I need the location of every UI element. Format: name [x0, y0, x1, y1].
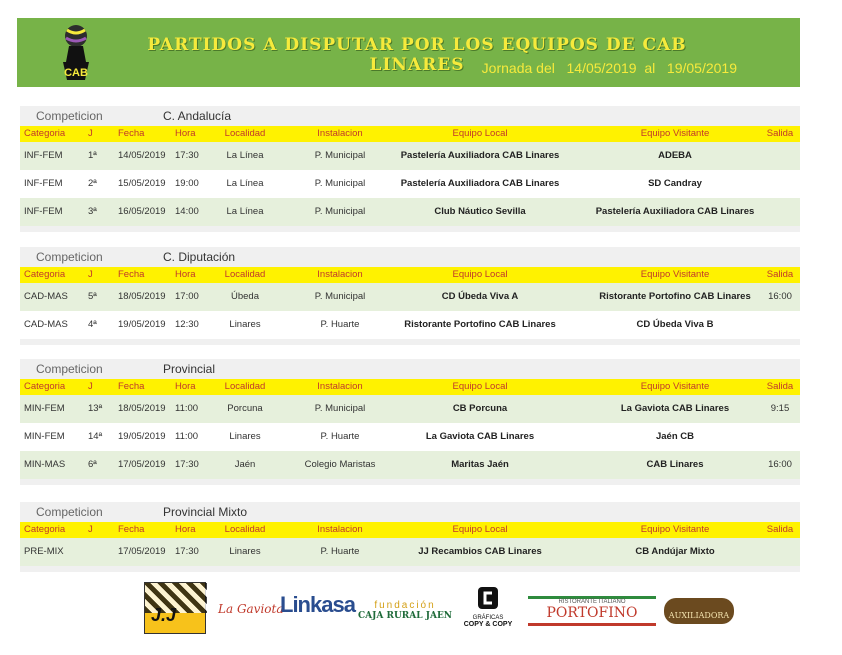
column-header-localidad: Localidad — [224, 381, 266, 392]
cell-j: 1ª — [88, 150, 97, 161]
cell-localidad: La Línea — [226, 150, 264, 161]
cell-hora: 12:30 — [175, 319, 199, 330]
table-header-row — [20, 379, 800, 395]
column-header-categoria: Categoria — [24, 524, 66, 535]
cell-local: Club Náutico Sevilla — [434, 206, 526, 217]
page-title: PARTIDOS A DISPUTAR POR LOS EQUIPOS DE CAB LINARES — [147, 35, 687, 75]
cell-hora: 11:00 — [175, 431, 199, 442]
cell-local: La Gaviota CAB Linares — [425, 431, 535, 442]
column-header-fecha: Fecha — [118, 524, 145, 535]
column-header-equipo-visitante: Equipo Visitante — [640, 381, 710, 392]
cell-j: 14ª — [88, 431, 103, 442]
table-row — [20, 198, 800, 226]
column-header-equipo-visitante: Equipo Visitante — [640, 269, 710, 280]
competition-section — [20, 502, 800, 572]
cell-localidad: Linares — [229, 546, 261, 557]
cell-localidad: La Línea — [226, 206, 264, 217]
column-header-j: J — [88, 524, 93, 535]
competition-title-row — [20, 106, 800, 126]
cell-salida: 16:00 — [768, 459, 792, 470]
column-header-j: J — [88, 381, 93, 392]
column-header-fecha: Fecha — [118, 128, 145, 139]
cell-localidad: Porcuna — [227, 403, 263, 414]
column-header-categoria: Categoria — [24, 381, 66, 392]
cell-instalacion: P. Municipal — [314, 150, 366, 161]
cell-local: CD Úbeda Viva A — [441, 291, 519, 302]
graficas-text: GRÁFICAS — [472, 615, 504, 621]
cell-hora: 17:30 — [175, 546, 199, 557]
cell-local: CB Porcuna — [452, 403, 508, 414]
column-header-fecha: Fecha — [118, 381, 145, 392]
table-header-row — [20, 522, 800, 538]
cell-j: 5ª — [88, 291, 97, 302]
cell-instalacion: P. Huarte — [320, 319, 360, 330]
column-header-equipo-visitante: Equipo Visitante — [640, 128, 710, 139]
cell-fecha: 18/05/2019 — [118, 403, 166, 414]
cell-instalacion: P. Huarte — [320, 546, 360, 557]
cell-j: 4ª — [88, 319, 97, 330]
cell-localidad: Linares — [229, 319, 261, 330]
column-header-equipo-local: Equipo Local — [452, 269, 508, 280]
column-header-equipo-visitante: Equipo Visitante — [640, 524, 710, 535]
table-row — [20, 142, 800, 170]
table-header-row — [20, 267, 800, 283]
cell-salida: 9:15 — [770, 403, 790, 414]
cell-j: 6ª — [88, 459, 97, 470]
competition-section — [20, 359, 800, 485]
linkasa-logo: Linkasa — [280, 592, 355, 617]
cell-categoria: INF-FEM — [24, 150, 63, 161]
auxiliadora-text: AUXILIADORA — [668, 611, 730, 620]
cell-instalacion: P. Municipal — [314, 291, 366, 302]
table-row — [20, 283, 800, 311]
column-header-j: J — [88, 128, 93, 139]
column-header-localidad: Localidad — [224, 269, 266, 280]
fundacion-text: fundación — [374, 600, 436, 611]
sponsors-bar — [140, 578, 740, 638]
copy-copy-text: COPY & COPY — [463, 621, 513, 628]
table-row — [20, 451, 800, 479]
column-header-hora: Hora — [175, 128, 196, 139]
column-header-localidad: Localidad — [224, 128, 266, 139]
cell-fecha: 17/05/2019 — [118, 459, 166, 470]
cell-visitante: ADEBA — [658, 150, 692, 161]
column-header-j: J — [88, 269, 93, 280]
competition-name: Provincial Mixto — [163, 505, 248, 519]
table-row — [20, 170, 800, 198]
auxiliadora-logo — [664, 598, 734, 624]
competition-name: C. Andalucía — [163, 109, 232, 123]
column-header-salida: Salida — [766, 128, 794, 139]
column-header-equipo-local: Equipo Local — [452, 128, 508, 139]
competition-label: Competicion — [36, 250, 103, 264]
competition-section — [20, 247, 800, 345]
section-spacer — [20, 479, 800, 485]
cell-fecha: 19/05/2019 — [118, 319, 166, 330]
cell-salida: 16:00 — [768, 291, 792, 302]
competition-label: Competicion — [36, 109, 103, 123]
svg-text:CAB: CAB — [64, 67, 88, 79]
cell-visitante: La Gaviota CAB Linares — [620, 403, 730, 414]
cell-hora: 17:30 — [175, 150, 199, 161]
column-header-salida: Salida — [766, 269, 794, 280]
table-header-row — [20, 126, 800, 142]
jj-recambios-logo — [144, 582, 206, 634]
cell-instalacion: P. Municipal — [314, 206, 366, 217]
column-header-instalacion: Instalacion — [317, 269, 363, 280]
competition-section — [20, 106, 800, 232]
header-banner — [17, 18, 800, 87]
cell-hora: 14:00 — [175, 206, 199, 217]
competition-name: C. Diputación — [163, 250, 236, 264]
column-header-instalacion: Instalacion — [317, 128, 363, 139]
cell-fecha: 16/05/2019 — [118, 206, 166, 217]
ristorante-text: RISTORANTE ITALIANO — [558, 599, 626, 605]
copy-copy-icon — [477, 586, 499, 610]
fundacion-caja-rural-logo — [350, 600, 460, 621]
cell-local: Ristorante Portofino CAB Linares — [404, 319, 556, 330]
cell-fecha: 15/05/2019 — [118, 178, 166, 189]
competition-name: Provincial — [163, 362, 216, 376]
jj-logo-text: J.J — [151, 605, 177, 625]
column-header-localidad: Localidad — [224, 524, 266, 535]
competition-label: Competicion — [36, 505, 103, 519]
cell-categoria: CAD-MAS — [24, 319, 68, 330]
column-header-salida: Salida — [766, 524, 794, 535]
column-header-instalacion: Instalacion — [317, 524, 363, 535]
cell-localidad: Jaén — [234, 459, 256, 470]
section-spacer — [20, 566, 800, 572]
cell-fecha: 19/05/2019 — [118, 431, 166, 442]
cell-hora: 17:00 — [175, 291, 199, 302]
portofino-logo — [528, 596, 656, 626]
cell-visitante: Pastelería Auxiliadora CAB Linares — [595, 206, 755, 217]
cell-categoria: PRE-MIX — [24, 546, 64, 557]
portofino-text: PORTOFINO — [546, 605, 638, 621]
cell-localidad: La Línea — [226, 178, 264, 189]
column-header-fecha: Fecha — [118, 269, 145, 280]
cell-categoria: CAD-MAS — [24, 291, 68, 302]
column-header-categoria: Categoria — [24, 128, 66, 139]
cell-local: JJ Recambios CAB Linares — [418, 546, 542, 557]
table-row — [20, 311, 800, 339]
table-row — [20, 423, 800, 451]
column-header-hora: Hora — [175, 381, 196, 392]
column-header-equipo-local: Equipo Local — [452, 524, 508, 535]
section-spacer — [20, 226, 800, 232]
column-header-categoria: Categoria — [24, 269, 66, 280]
copy-copy-logo — [456, 586, 520, 628]
cell-j: 13ª — [88, 403, 103, 414]
cell-visitante: Jaén CB — [655, 431, 694, 442]
cell-instalacion: P. Municipal — [314, 178, 366, 189]
competition-title-row — [20, 359, 800, 379]
competition-title-row — [20, 502, 800, 522]
section-spacer — [20, 339, 800, 345]
cell-categoria: MIN-MAS — [24, 459, 66, 470]
cell-instalacion: P. Huarte — [320, 431, 360, 442]
cell-instalacion: P. Municipal — [314, 403, 366, 414]
column-header-salida: Salida — [766, 381, 794, 392]
jornada-dates: Jornada del 14/05/2019 al 19/05/2019 — [481, 60, 737, 76]
cell-fecha: 14/05/2019 — [118, 150, 166, 161]
cell-fecha: 17/05/2019 — [118, 546, 166, 557]
cell-local: Pastelería Auxiliadora CAB Linares — [400, 150, 560, 161]
cell-local: Pastelería Auxiliadora CAB Linares — [400, 178, 560, 189]
cell-hora: 11:00 — [175, 403, 199, 414]
cell-categoria: MIN-FEM — [24, 403, 65, 414]
cell-visitante: SD Candray — [648, 178, 702, 189]
cell-instalacion: Colegio Maristas — [304, 459, 376, 470]
competition-label: Competicion — [36, 362, 103, 376]
cell-visitante: CB Andújar Mixto — [635, 546, 715, 557]
cell-hora: 17:30 — [175, 459, 199, 470]
cell-j: 3ª — [88, 206, 97, 217]
cell-visitante: Ristorante Portofino CAB Linares — [599, 291, 751, 302]
cell-localidad: Úbeda — [231, 291, 259, 302]
caja-rural-text: CAJA RURAL JAEN — [357, 611, 453, 621]
gaviota-logo: La Gaviota — [218, 602, 284, 616]
cell-visitante: CAB Linares — [646, 459, 704, 470]
cell-categoria: MIN-FEM — [24, 431, 65, 442]
table-row — [20, 395, 800, 423]
cell-hora: 19:00 — [175, 178, 199, 189]
column-header-instalacion: Instalacion — [317, 381, 363, 392]
table-row — [20, 538, 800, 566]
competition-title-row — [20, 247, 800, 267]
cell-fecha: 18/05/2019 — [118, 291, 166, 302]
column-header-hora: Hora — [175, 269, 196, 280]
cell-visitante: CD Úbeda Viva B — [636, 319, 714, 330]
column-header-hora: Hora — [175, 524, 196, 535]
cell-categoria: INF-FEM — [24, 178, 63, 189]
cell-j: 2ª — [88, 178, 97, 189]
cell-localidad: Linares — [229, 431, 261, 442]
cell-categoria: INF-FEM — [24, 206, 63, 217]
column-header-equipo-local: Equipo Local — [452, 381, 508, 392]
cab-logo — [55, 22, 97, 84]
cell-local: Maritas Jaén — [451, 459, 509, 470]
